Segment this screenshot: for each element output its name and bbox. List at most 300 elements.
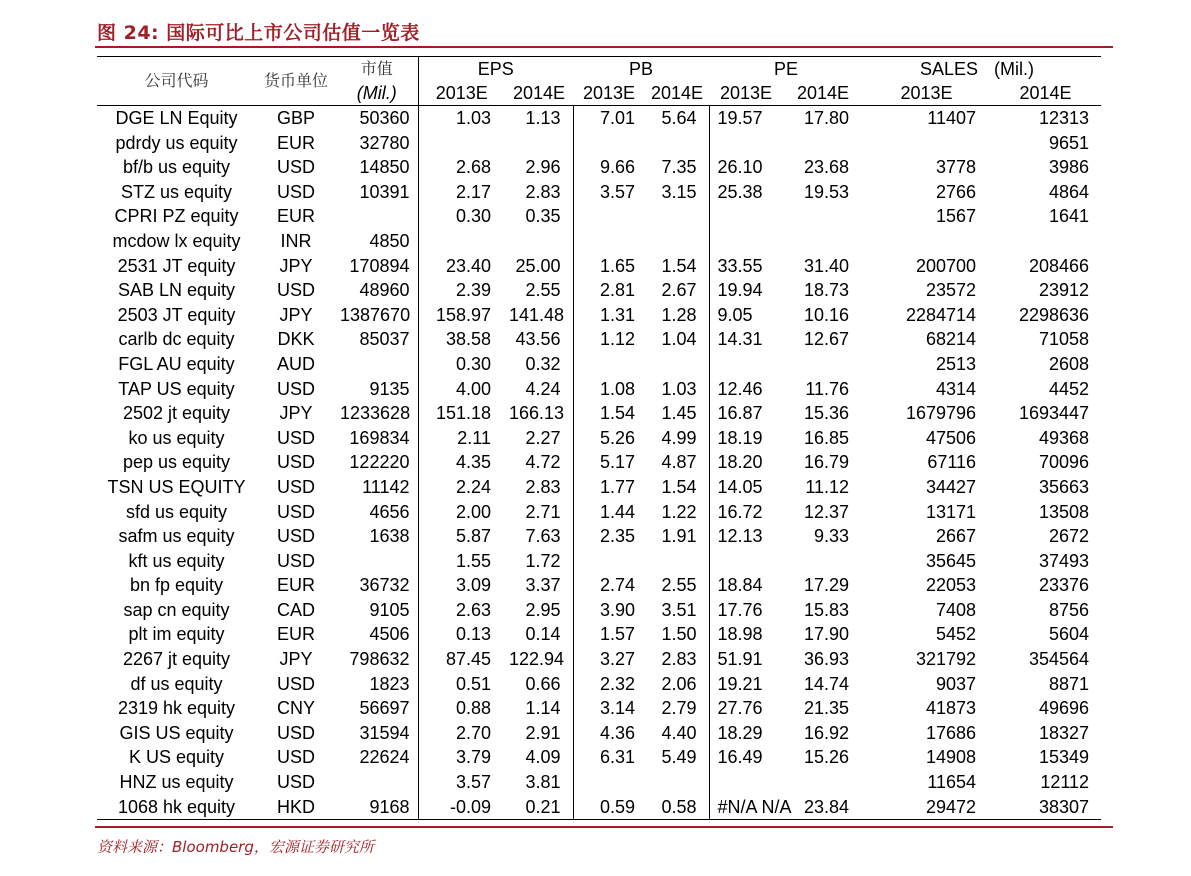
cell-pb-2014: 1.50 bbox=[661, 624, 697, 645]
cell-pb-2013: 6.31 bbox=[573, 745, 645, 770]
cell-pb-2014 bbox=[645, 549, 709, 574]
cell-pb-2013: 2.81 bbox=[573, 278, 645, 303]
cell-currency: USD bbox=[276, 157, 315, 178]
table-row bbox=[97, 401, 1101, 426]
cell-market-cap: 798632 bbox=[349, 649, 410, 670]
cell-pb-2013: 3.57 bbox=[573, 180, 645, 205]
cell-eps-2013: 2.63 bbox=[418, 598, 505, 623]
cell-pb-2014: 2.55 bbox=[661, 575, 697, 596]
cell-eps-2013: 0.51 bbox=[418, 672, 505, 697]
cell-market-cap: 9135 bbox=[369, 378, 410, 399]
cell-pb-2014 bbox=[645, 204, 709, 229]
cell-eps-2013: 2.17 bbox=[418, 180, 505, 205]
cell-pb-2013: 0.59 bbox=[573, 795, 645, 820]
cell-pb-2013: 1.31 bbox=[573, 303, 645, 328]
cell-eps-2014: 4.72 bbox=[525, 452, 561, 473]
cell-sales-2014: 4864 bbox=[1048, 181, 1090, 202]
cell-pe-2014: 14.74 bbox=[803, 673, 850, 694]
cell-sales-2013: 11654 bbox=[927, 772, 977, 793]
cell-pe-2014: 11.76 bbox=[805, 378, 850, 399]
cell-currency: JPY bbox=[279, 403, 313, 424]
cell-eps-2013: 2.70 bbox=[418, 721, 505, 746]
cell-market-cap: 11142 bbox=[362, 476, 410, 497]
cell-company-code: CPRI PZ equity bbox=[114, 206, 239, 227]
cell-eps-2014: 43.56 bbox=[515, 329, 561, 350]
cell-eps-2013: 2.39 bbox=[418, 278, 505, 303]
cell-eps-2013: 151.18 bbox=[418, 401, 505, 426]
cell-eps-2013: 23.40 bbox=[418, 254, 505, 279]
cell-market-cap: 48960 bbox=[359, 280, 410, 301]
cell-market-cap: 22624 bbox=[359, 747, 410, 768]
cell-sales-2014: 38307 bbox=[990, 795, 1101, 820]
cell-eps-2013: 4.35 bbox=[418, 450, 505, 475]
cell-eps-2013: 0.30 bbox=[418, 352, 505, 377]
cell-eps-2014: 141.48 bbox=[509, 304, 565, 325]
cell-pe-2014 bbox=[783, 770, 863, 795]
cell-company-code: pdrdy us equity bbox=[115, 132, 238, 153]
cell-pb-2013 bbox=[573, 204, 645, 229]
cell-pb-2013: 1.44 bbox=[573, 500, 645, 525]
cell-company-code: mcdow lx equity bbox=[112, 230, 241, 251]
cell-eps-2014: 1.72 bbox=[525, 550, 561, 571]
table-row bbox=[97, 278, 1101, 303]
table-row bbox=[97, 106, 1101, 131]
cell-market-cap: 4656 bbox=[369, 501, 410, 522]
cell-pe-2014: 17.80 bbox=[803, 108, 850, 128]
cell-company-code: 2531 JT equity bbox=[117, 255, 236, 276]
cell-pb-2014: 1.04 bbox=[661, 329, 697, 350]
cell-currency: USD bbox=[276, 526, 315, 547]
cell-eps-2013: 4.00 bbox=[418, 377, 505, 402]
cell-sales-2013: 2284714 bbox=[905, 304, 977, 325]
cell-eps-2014: 4.24 bbox=[525, 378, 561, 399]
cell-sales-2014: 49368 bbox=[1038, 427, 1090, 448]
cell-eps-2014: 1.13 bbox=[525, 108, 561, 128]
cell-pb-2014: 7.35 bbox=[661, 157, 697, 178]
cell-pe-2013: 12.13 bbox=[709, 524, 783, 549]
cell-pe-2013: 25.38 bbox=[709, 180, 783, 205]
cell-currency: USD bbox=[276, 772, 315, 793]
title-rule bbox=[95, 46, 1113, 48]
cell-currency: JPY bbox=[279, 304, 313, 325]
cell-pe-2013: 19.94 bbox=[709, 278, 783, 303]
col-header-code: 公司代码 bbox=[97, 57, 256, 106]
cell-pb-2013 bbox=[573, 131, 645, 156]
col-header-currency: 货币单位 bbox=[256, 57, 336, 106]
cell-pb-2014: 1.54 bbox=[661, 255, 697, 276]
cell-currency: USD bbox=[276, 378, 315, 399]
table-row bbox=[97, 745, 1101, 770]
cell-pb-2014: 3.51 bbox=[661, 599, 697, 620]
cell-eps-2013: 3.57 bbox=[418, 770, 505, 795]
cell-market-cap: 36732 bbox=[359, 575, 410, 596]
cell-eps-2013: 2.00 bbox=[418, 500, 505, 525]
cell-company-code: df us equity bbox=[130, 673, 223, 694]
cell-eps-2013: 2.11 bbox=[418, 426, 505, 451]
cell-pe-2014: 23.84 bbox=[783, 795, 863, 820]
cell-eps-2014: 3.81 bbox=[525, 772, 561, 793]
cell-company-code: bn fp equity bbox=[129, 575, 224, 596]
cell-sales-2013: 7408 bbox=[935, 599, 977, 620]
cell-sales-2013: 22053 bbox=[925, 575, 977, 596]
cell-pe-2013 bbox=[709, 770, 783, 795]
table-row bbox=[97, 204, 1101, 229]
cell-pb-2014: 1.45 bbox=[661, 403, 697, 424]
cell-sales-2014: 71058 bbox=[1038, 329, 1090, 350]
cell-sales-2013 bbox=[863, 131, 990, 156]
table-row bbox=[97, 377, 1101, 402]
cell-pe-2014: 21.35 bbox=[803, 698, 850, 719]
cell-pe-2013: 19.21 bbox=[709, 672, 783, 697]
cell-sales-2014: 8871 bbox=[1048, 673, 1090, 694]
col-header-sales-2014: 2014E bbox=[990, 81, 1101, 106]
cell-pb-2014: 1.91 bbox=[661, 526, 697, 547]
table-row bbox=[97, 573, 1101, 598]
cell-market-cap: 50360 bbox=[359, 108, 410, 128]
cell-pb-2014: 3.15 bbox=[661, 181, 697, 202]
cell-sales-2013: 2513 bbox=[935, 353, 977, 374]
cell-eps-2014 bbox=[505, 131, 573, 156]
cell-pe-2014 bbox=[783, 204, 863, 229]
cell-sales-2014: 70096 bbox=[1038, 452, 1090, 473]
cell-pb-2013: 1.12 bbox=[573, 327, 645, 352]
cell-currency: USD bbox=[276, 476, 315, 497]
cell-market-cap: 10391 bbox=[359, 181, 410, 202]
cell-market-cap bbox=[336, 204, 418, 229]
cell-currency: USD bbox=[276, 550, 315, 571]
cell-pe-2014: 11.12 bbox=[805, 476, 850, 497]
cell-pb-2013: 1.65 bbox=[573, 254, 645, 279]
cell-pb-2014: 4.87 bbox=[661, 452, 697, 473]
cell-pb-2013 bbox=[573, 770, 645, 795]
cell-company-code: plt im equity bbox=[128, 624, 225, 645]
cell-eps-2013: 158.97 bbox=[418, 303, 505, 328]
cell-pe-2014: 15.26 bbox=[803, 747, 850, 768]
cell-market-cap: 1387670 bbox=[340, 304, 411, 325]
cell-pe-2014: 17.29 bbox=[803, 575, 850, 596]
cell-currency: INR bbox=[280, 230, 312, 251]
cell-currency: GBP bbox=[276, 108, 315, 128]
cell-sales-2014: 12112 bbox=[1040, 772, 1090, 793]
table-row bbox=[97, 524, 1101, 549]
cell-currency: CAD bbox=[276, 599, 315, 620]
table-row bbox=[97, 696, 1101, 721]
cell-pe-2014: 15.83 bbox=[803, 599, 850, 620]
cell-pb-2014: 1.54 bbox=[661, 476, 697, 497]
cell-pb-2013 bbox=[573, 549, 645, 574]
source-note: 资料来源：Bloomberg，宏源证券研究所 bbox=[97, 838, 374, 856]
table-row bbox=[97, 254, 1101, 279]
cell-sales-2014: 9651 bbox=[1048, 132, 1090, 153]
cell-pb-2014: 1.03 bbox=[661, 378, 697, 399]
table-row bbox=[97, 352, 1101, 377]
table-row bbox=[97, 622, 1101, 647]
cell-currency: USD bbox=[276, 747, 315, 768]
cell-sales-2014: 1693447 bbox=[1018, 403, 1090, 424]
cell-pb-2013: 3.14 bbox=[573, 696, 645, 721]
cell-sales-2013: 1567 bbox=[935, 206, 977, 227]
cell-sales-2014: 2672 bbox=[1048, 526, 1090, 547]
cell-eps-2013: 2.68 bbox=[418, 155, 505, 180]
cell-market-cap: 1823 bbox=[369, 673, 410, 694]
cell-pe-2014: 12.37 bbox=[803, 501, 850, 522]
cell-company-code: 1068 hk equity bbox=[97, 795, 256, 820]
col-header-pb: PB bbox=[573, 57, 709, 82]
cell-pb-2014: 2.67 bbox=[661, 280, 697, 301]
cell-company-code: 2267 jt equity bbox=[122, 649, 231, 670]
cell-eps-2013: 1.03 bbox=[418, 106, 505, 131]
cell-market-cap: 4506 bbox=[369, 624, 410, 645]
cell-pb-2014: 1.22 bbox=[661, 501, 697, 522]
cell-currency: USD bbox=[276, 501, 315, 522]
cell-market-cap bbox=[336, 352, 418, 377]
cell-eps-2014: 1.14 bbox=[525, 698, 561, 719]
cell-sales-2014: 13508 bbox=[1038, 501, 1090, 522]
cell-sales-2014: 49696 bbox=[1038, 698, 1090, 719]
cell-pe-2014: 10.16 bbox=[803, 304, 850, 325]
cell-currency: USD bbox=[276, 427, 315, 448]
cell-currency: USD bbox=[276, 452, 315, 473]
cell-company-code: safm us equity bbox=[118, 526, 235, 547]
cell-pb-2014: 0.58 bbox=[645, 795, 709, 820]
cell-eps-2013: 38.58 bbox=[418, 327, 505, 352]
cell-pb-2014 bbox=[645, 229, 709, 254]
cell-market-cap: 9105 bbox=[369, 599, 410, 620]
valuation-table bbox=[97, 56, 1101, 820]
cell-pb-2014 bbox=[645, 352, 709, 377]
cell-pe-2013: 16.72 bbox=[709, 500, 783, 525]
cell-eps-2014 bbox=[505, 229, 573, 254]
cell-sales-2014: 208466 bbox=[1028, 255, 1090, 276]
cell-pe-2014: 36.93 bbox=[803, 649, 850, 670]
col-header-sales-2013: 2013E bbox=[863, 81, 990, 106]
table-row bbox=[97, 475, 1101, 500]
cell-eps-2013 bbox=[418, 131, 505, 156]
col-header-pb-2014: 2014E bbox=[645, 81, 709, 106]
cell-currency: JPY bbox=[279, 649, 313, 670]
cell-sales-2014: 35663 bbox=[1038, 476, 1090, 497]
col-header-eps-2014: 2014E bbox=[505, 81, 573, 106]
cell-sales-2013: 9037 bbox=[935, 673, 977, 694]
cell-market-cap bbox=[336, 549, 418, 574]
col-header-sales-unit: (Mil.) bbox=[990, 57, 1101, 82]
cell-sales-2014: 354564 bbox=[1028, 649, 1090, 670]
cell-sales-2013: 11407 bbox=[927, 108, 977, 128]
cell-pe-2013: #N/A N/A bbox=[709, 795, 783, 820]
cell-company-code: 2503 JT equity bbox=[117, 304, 236, 325]
cell-company-code: FGL AU equity bbox=[118, 353, 235, 374]
cell-currency: USD bbox=[276, 280, 315, 301]
cell-pe-2013: 17.76 bbox=[709, 598, 783, 623]
cell-pb-2013: 3.90 bbox=[573, 598, 645, 623]
table-row bbox=[97, 647, 1101, 672]
cell-company-code: ko us equity bbox=[128, 427, 225, 448]
cell-company-code: bf/b us equity bbox=[122, 157, 231, 178]
cell-sales-2014 bbox=[990, 229, 1101, 254]
cell-eps-2013: 3.09 bbox=[418, 573, 505, 598]
cell-eps-2013: 1.55 bbox=[418, 549, 505, 574]
cell-currency: CNY bbox=[276, 698, 315, 719]
cell-pe-2014 bbox=[783, 229, 863, 254]
cell-sales-2013: 4314 bbox=[935, 378, 977, 399]
cell-pb-2014: 2.83 bbox=[661, 649, 697, 670]
cell-market-cap: 56697 bbox=[359, 698, 410, 719]
cell-currency: EUR bbox=[276, 624, 315, 645]
cell-sales-2013: 5452 bbox=[935, 624, 977, 645]
cell-pe-2014 bbox=[783, 549, 863, 574]
cell-pe-2013: 14.31 bbox=[709, 327, 783, 352]
col-header-sales: SALES bbox=[863, 57, 990, 82]
cell-market-cap: 122220 bbox=[349, 452, 410, 473]
cell-sales-2013: 35645 bbox=[925, 550, 977, 571]
cell-sales-2013: 23572 bbox=[925, 280, 977, 301]
cell-pe-2013: 16.49 bbox=[709, 745, 783, 770]
cell-eps-2013: 5.87 bbox=[418, 524, 505, 549]
cell-pe-2014: 16.79 bbox=[803, 452, 850, 473]
cell-pe-2013: 18.20 bbox=[709, 450, 783, 475]
cell-pe-2014: 16.85 bbox=[803, 427, 850, 448]
cell-eps-2014: 122.94 bbox=[509, 649, 565, 670]
table-row bbox=[97, 303, 1101, 328]
cell-pe-2013 bbox=[709, 131, 783, 156]
cell-pb-2014: 4.40 bbox=[661, 722, 697, 743]
cell-currency: USD bbox=[276, 181, 315, 202]
cell-eps-2014: 166.13 bbox=[509, 403, 565, 424]
cell-pe-2014: 17.90 bbox=[803, 624, 850, 645]
col-header-pe: PE bbox=[709, 57, 863, 82]
cell-pb-2013: 1.08 bbox=[573, 377, 645, 402]
cell-pe-2013: 51.91 bbox=[709, 647, 783, 672]
table-row bbox=[97, 131, 1101, 156]
cell-eps-2014: 3.37 bbox=[525, 575, 561, 596]
cell-pb-2013: 5.17 bbox=[573, 450, 645, 475]
cell-sales-2014: 2298636 bbox=[1018, 304, 1090, 325]
table-row bbox=[97, 721, 1101, 746]
cell-eps-2014: 0.14 bbox=[525, 624, 561, 645]
cell-pe-2014: 15.36 bbox=[803, 403, 850, 424]
cell-pe-2013: 16.87 bbox=[709, 401, 783, 426]
cell-sales-2014: 37493 bbox=[1038, 550, 1090, 571]
cell-pb-2014 bbox=[645, 131, 709, 156]
valuation-table-wrapper bbox=[97, 56, 1101, 820]
cell-company-code: TAP US equity bbox=[118, 378, 235, 399]
table-row bbox=[97, 672, 1101, 697]
col-header-pe-2014: 2014E bbox=[783, 81, 863, 106]
cell-sales-2014: 5604 bbox=[1048, 624, 1090, 645]
cell-pe-2013 bbox=[709, 352, 783, 377]
cell-eps-2014: 2.95 bbox=[525, 599, 561, 620]
cell-pe-2014: 9.33 bbox=[813, 526, 850, 547]
figure-title: 图 24: 国际可比上市公司估值一览表 bbox=[97, 22, 420, 44]
cell-pb-2013: 7.01 bbox=[573, 106, 645, 131]
cell-sales-2014: 15349 bbox=[1038, 747, 1090, 768]
cell-eps-2013: 0.88 bbox=[418, 696, 505, 721]
cell-currency: EUR bbox=[276, 206, 315, 227]
cell-sales-2013: 67116 bbox=[927, 452, 977, 473]
cell-pe-2013: 26.10 bbox=[709, 155, 783, 180]
cell-sales-2014: 1641 bbox=[1048, 206, 1090, 227]
cell-pb-2013: 9.66 bbox=[573, 155, 645, 180]
cell-eps-2014: 2.91 bbox=[525, 722, 561, 743]
cell-sales-2013: 3778 bbox=[935, 157, 977, 178]
cell-pb-2014: 1.28 bbox=[661, 304, 697, 325]
cell-sales-2013: 17686 bbox=[925, 722, 977, 743]
cell-pe-2013 bbox=[709, 204, 783, 229]
cell-pb-2013: 1.54 bbox=[573, 401, 645, 426]
cell-pb-2013: 3.27 bbox=[573, 647, 645, 672]
cell-sales-2013: 47506 bbox=[925, 427, 977, 448]
cell-sales-2013: 41873 bbox=[925, 698, 977, 719]
col-header-pe-2013: 2013E bbox=[709, 81, 783, 106]
cell-sales-2013: 34427 bbox=[925, 476, 977, 497]
cell-pb-2013: 1.57 bbox=[573, 622, 645, 647]
cell-pb-2013: 2.35 bbox=[573, 524, 645, 549]
cell-pe-2014: 16.92 bbox=[803, 722, 850, 743]
cell-pe-2013: 18.19 bbox=[709, 426, 783, 451]
cell-market-cap: 9168 bbox=[336, 795, 418, 820]
cell-company-code: kft us equity bbox=[128, 550, 225, 571]
col-header-pb-2013: 2013E bbox=[573, 81, 645, 106]
cell-company-code: DGE LN Equity bbox=[115, 108, 238, 128]
table-row bbox=[97, 426, 1101, 451]
cell-pb-2013: 2.32 bbox=[573, 672, 645, 697]
table-row bbox=[97, 598, 1101, 623]
cell-pb-2014: 5.49 bbox=[661, 747, 697, 768]
cell-eps-2013: -0.09 bbox=[418, 795, 505, 820]
cell-eps-2013: 87.45 bbox=[418, 647, 505, 672]
cell-eps-2014: 2.27 bbox=[525, 427, 561, 448]
cell-company-code: STZ us equity bbox=[120, 181, 233, 202]
cell-currency: JPY bbox=[279, 255, 313, 276]
cell-sales-2014: 23376 bbox=[1038, 575, 1090, 596]
cell-company-code: sfd us equity bbox=[125, 501, 228, 522]
cell-eps-2014: 0.35 bbox=[525, 206, 561, 227]
table-row bbox=[97, 155, 1101, 180]
cell-market-cap: 4850 bbox=[369, 230, 410, 251]
cell-pb-2014: 2.06 bbox=[661, 673, 697, 694]
cell-sales-2013: 68214 bbox=[925, 329, 977, 350]
cell-pe-2014: 18.73 bbox=[803, 280, 850, 301]
cell-currency: EUR bbox=[276, 575, 315, 596]
cell-sales-2013: 14908 bbox=[925, 747, 977, 768]
table-body bbox=[97, 106, 1101, 820]
cell-pb-2013: 5.26 bbox=[573, 426, 645, 451]
cell-pb-2014 bbox=[645, 770, 709, 795]
cell-pe-2013: 12.46 bbox=[709, 377, 783, 402]
table-row bbox=[97, 450, 1101, 475]
cell-eps-2014: 2.83 bbox=[525, 181, 561, 202]
table-row bbox=[97, 229, 1101, 254]
cell-pb-2013: 1.77 bbox=[573, 475, 645, 500]
cell-company-code: GIS US equity bbox=[119, 722, 234, 743]
cell-sales-2014: 18327 bbox=[1038, 722, 1090, 743]
cell-pb-2013: 2.74 bbox=[573, 573, 645, 598]
col-header-eps-2013: 2013E bbox=[418, 81, 505, 106]
table-row bbox=[97, 795, 1101, 820]
cell-pb-2014: 4.99 bbox=[661, 427, 697, 448]
cell-market-cap: 32780 bbox=[359, 132, 410, 153]
cell-sales-2013: 29472 bbox=[863, 795, 990, 820]
cell-company-code: pep us equity bbox=[122, 452, 231, 473]
cell-market-cap: 1233628 bbox=[340, 403, 411, 424]
cell-company-code: 2502 jt equity bbox=[122, 403, 231, 424]
cell-sales-2013: 13171 bbox=[925, 501, 977, 522]
cell-sales-2013: 200700 bbox=[915, 255, 977, 276]
col-header-mktcap: 市值 bbox=[336, 57, 418, 82]
cell-eps-2013: 0.30 bbox=[418, 204, 505, 229]
cell-sales-2014: 2608 bbox=[1048, 353, 1090, 374]
footer-rule bbox=[95, 826, 1113, 828]
